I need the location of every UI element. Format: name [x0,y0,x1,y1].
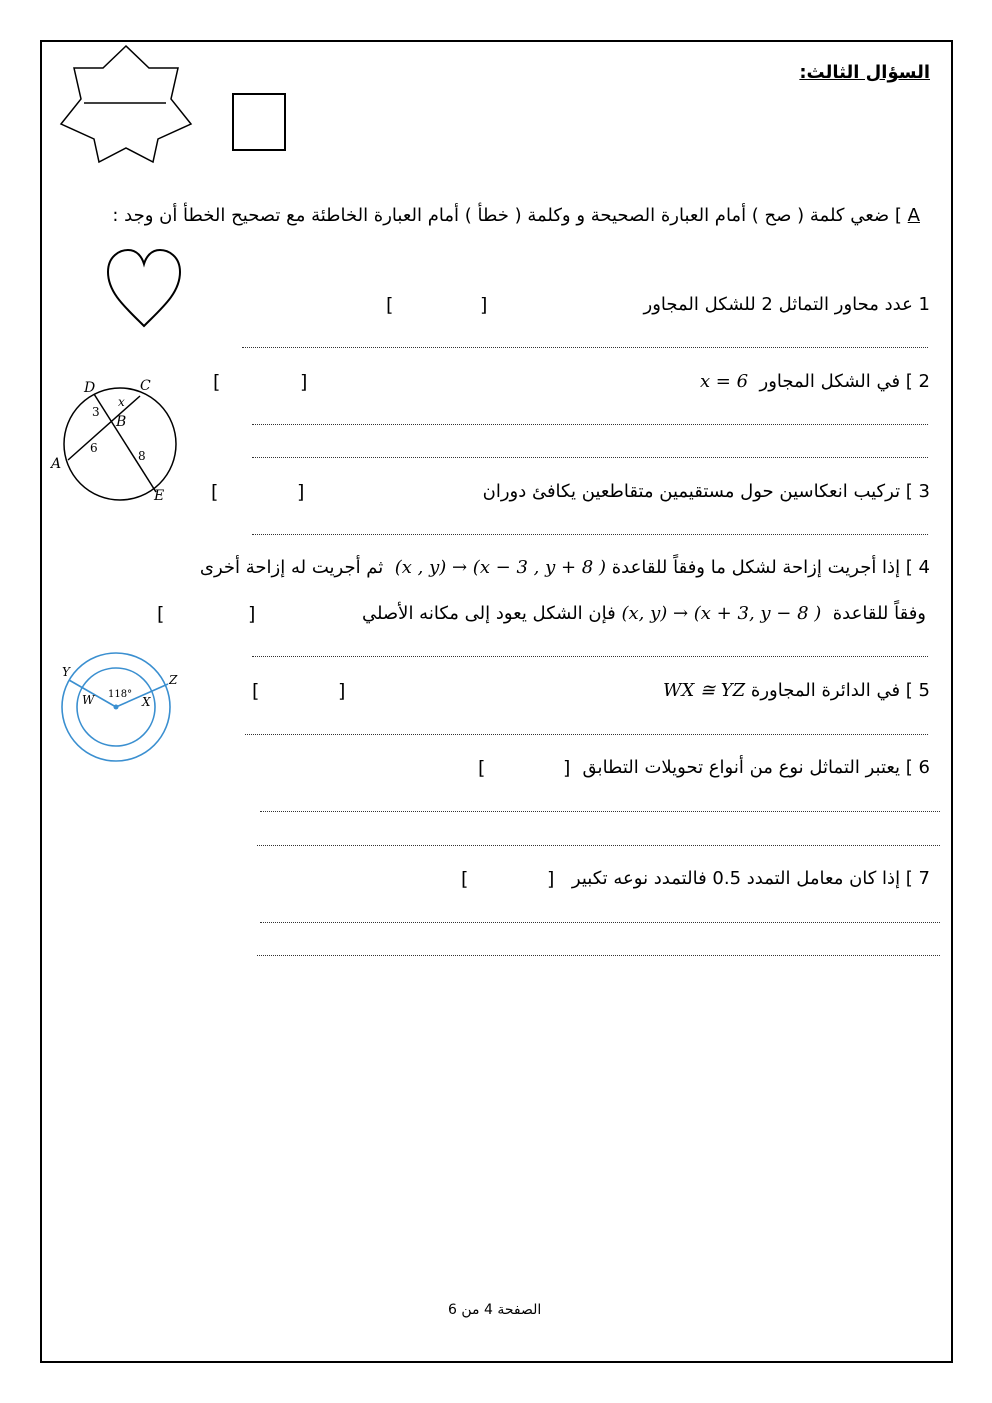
intersecting-chords-figure [48,372,188,507]
answer-bracket-open: [ [211,481,219,503]
svg-text:B: B [116,414,127,430]
question-1: 1 عدد محاور التماثل 2 للشكل المجاور [643,294,930,315]
answer-line[interactable] [252,424,928,425]
question-3: 3 ] تركيب انعكاسين حول مستقيمين متقاطعين يكافئ دوران [482,481,930,502]
answer-line[interactable] [252,534,928,535]
answer-line[interactable] [260,811,940,812]
square-shape [232,93,286,151]
svg-text:3: 3 [92,405,100,419]
answer-bracket-open: [ [461,868,469,890]
question-4: 4 ] إذا أجريت إزاحة لشكل ما وفقاً للقاعدة (x , y) → (x − 3 , y + 8 ) ثم أجريت له إزاحة أخرى [199,557,930,578]
svg-text:118°: 118° [108,689,133,700]
answer-bracket-open: [ [252,680,260,702]
question-6: 6 ] يعتبر التماثل نوع من أنواع تحويلات التطابق [582,757,930,778]
svg-text:8: 8 [138,449,146,463]
question-title: السؤال الثالث: [799,62,930,83]
svg-text:Z: Z [169,673,178,687]
answer-bracket-close: ] [338,680,346,702]
answer-bracket-close: ] [248,603,256,625]
answer-bracket-close: ] [300,371,308,393]
answer-bracket-open: [ [213,371,221,393]
svg-text:X: X [142,695,151,709]
answer-line[interactable] [252,656,928,657]
answer-bracket-close: ] [480,294,488,316]
svg-text:x: x [118,395,125,409]
answer-line[interactable] [242,347,928,348]
svg-text:E: E [154,488,165,504]
concentric-circles-figure [52,650,184,768]
svg-text:C: C [140,378,151,394]
answer-bracket-close: ] [297,481,305,503]
answer-bracket-open: [ [157,603,165,625]
heart-shape [106,248,182,330]
svg-text:D: D [84,380,96,396]
instruction: A ] ضعي كلمة ( صح ) أمام العبارة الصحيحة و وكلمة ( خطأ ) أمام العبارة الخاطئة مع تصحيح الخطأ أن وجد : [112,205,920,226]
svg-text:6: 6 [90,441,98,455]
svg-text:Y: Y [62,665,70,679]
answer-line[interactable] [257,955,940,956]
question-5: 5 ] في الدائرة المجاورة WX ≅ YZ [662,680,930,701]
svg-text:W: W [82,693,95,707]
answer-line[interactable] [252,457,928,458]
answer-bracket-open: [ [386,294,394,316]
question-2: 2 ] في الشكل المجاور x = 6 [699,371,930,392]
svg-text:A: A [51,456,62,472]
answer-bracket-close: ] [547,868,555,890]
answer-line[interactable] [257,845,940,846]
question-7: 7 ] إذا كان معامل التمدد 0.5 فالتمدد نوعه تكبير [571,868,930,889]
page-number: الصفحة 4 من 6 [448,1302,542,1318]
answer-line[interactable] [260,922,940,923]
question-4-line-2: وفقاً للقاعدة (x, y) → (x + 3, y − 8 ) فإن الشكل يعود إلى مكانه الأصلي [361,603,926,624]
star-shape [58,44,194,166]
answer-bracket-close: ] [563,757,571,779]
answer-bracket-open: [ [478,757,486,779]
answer-line[interactable] [245,734,928,735]
